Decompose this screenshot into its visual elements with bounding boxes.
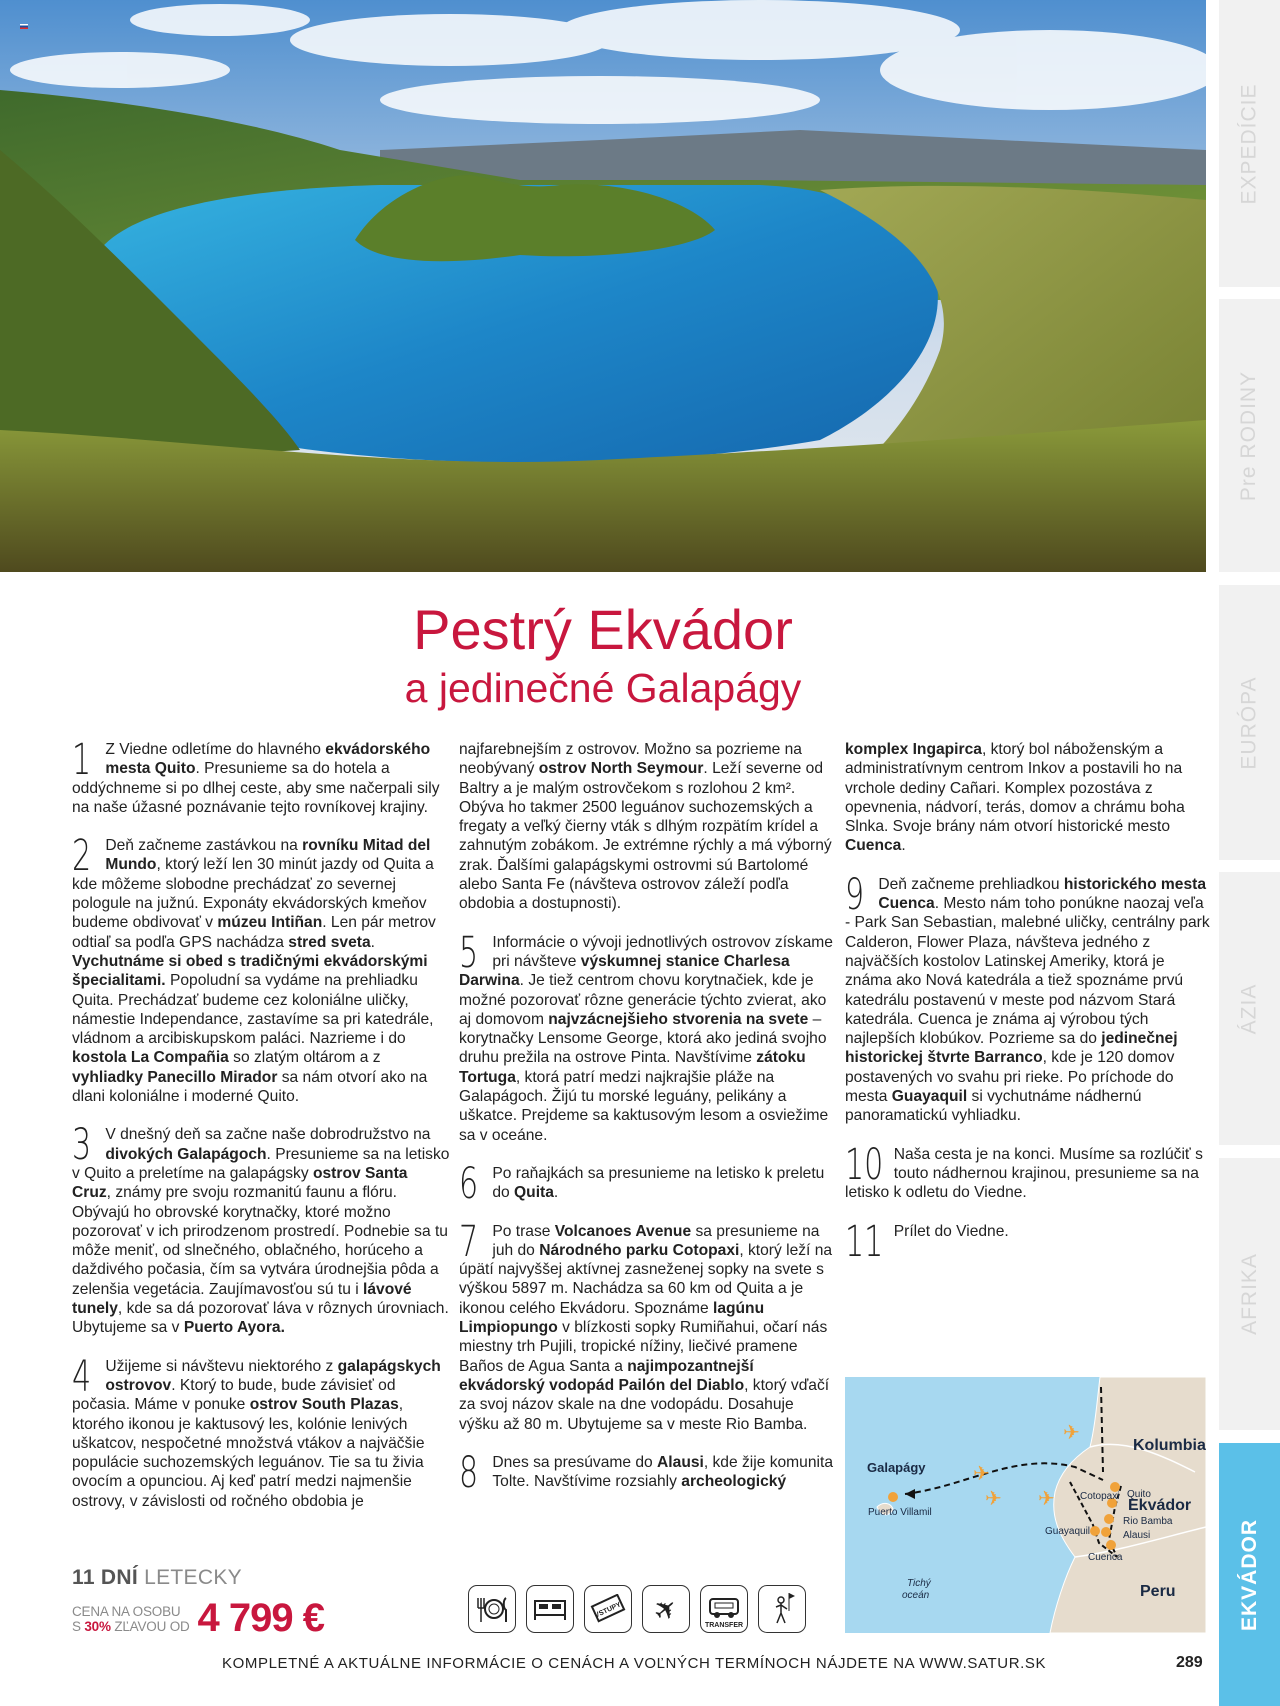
map-label-kolumbia: Kolumbia bbox=[1133, 1437, 1206, 1454]
hero-photo-crater-lake bbox=[0, 0, 1206, 572]
price-amount: 4 799 € bbox=[197, 1596, 325, 1640]
body-text: . Presunieme sa na letisko v Quito a preletíme na galapágsky bbox=[72, 1145, 450, 1182]
body-text: , ktorého ikonou je kaktusový les, kolónie lenivých uškatcov, nespočetné množstvá vtákov a najväčšie populácie suchozemských leguánov. Tie sa tu živia ovocím a opunciou. Aj keď patrí medzi najmenšie ostrovy, v závislosti od ročného obdobia je bbox=[72, 1396, 425, 1510]
body-text: , ktorý vďačí za svoj názov skale na dne vodopádu. Dosahuje výšku až 80 m. Ubytujeme sa v meste Rio Bamba. bbox=[459, 1376, 830, 1433]
day-number: 6 bbox=[459, 1158, 479, 1209]
highlight-text: múzeu Intiñan bbox=[217, 914, 323, 932]
body-text: Popoludní sa vydáme na prehliadku Quita. Prechádzať budeme cez koloniálne uličky, námestie Independance, zastavíme sa pri katedrále, vládnom a arcibiskupskom paláci. Nazrieme i do bbox=[72, 972, 434, 1048]
map-label-guayaquil: Guayaquil bbox=[1045, 1526, 1091, 1537]
itinerary-column-2 bbox=[459, 740, 837, 1510]
body-text: . Len pár metrov odtiaľ sa podľa GPS nachádza bbox=[72, 914, 436, 951]
discount-pre: S bbox=[72, 1618, 85, 1634]
per-person-label: CENA NA OSOBU bbox=[72, 1603, 181, 1619]
side-tab-label: AFRIKA bbox=[1237, 1253, 1261, 1335]
duration-transport: LETECKY bbox=[138, 1566, 242, 1589]
body-text: sa nám otvorí ako na dlani koloniálne i moderné Quito. bbox=[72, 1068, 428, 1106]
price-note bbox=[72, 1604, 190, 1634]
body-text: Informácie o vývoji jednotlivých ostrovov získame pri návšteve bbox=[492, 933, 833, 970]
highlight-text: galapágskych ostrovov bbox=[105, 1357, 441, 1394]
route-map bbox=[845, 1377, 1206, 1633]
day-number: 9 bbox=[845, 869, 865, 920]
tickets-icon bbox=[584, 1585, 632, 1633]
highlight-text: divokých Galapágoch bbox=[105, 1145, 267, 1163]
map-label-ocean-2: oceán bbox=[902, 1590, 930, 1601]
highlight-text: kostola La Compañia bbox=[72, 1049, 229, 1067]
map-label-puerto-villamil: Puerto Villamil bbox=[868, 1507, 932, 1518]
itinerary-column-1 bbox=[72, 735, 450, 1530]
highlight-text: stred sveta bbox=[288, 933, 371, 951]
highlight-text: Alausi bbox=[657, 1453, 704, 1471]
body-text: Deň začneme prehliadkou bbox=[878, 875, 1064, 893]
body-text: , ktorý leží na úpätí najvyššej aktívnej zasneženej sopky na svete s výškou 5897 m. Nachádza sa 60 km od Quita a je ikonou celého Ekvádoru. Spoznáme bbox=[459, 1241, 833, 1317]
highlight-text: Puerto Ayora. bbox=[183, 1319, 285, 1337]
day-number: 5 bbox=[459, 927, 479, 978]
discount-post: ZĽAVOU OD bbox=[110, 1618, 190, 1634]
highlight-text: lagúnu Limpiopungo bbox=[459, 1299, 765, 1337]
body-text: , ktorý bol náboženským a administratívnym centrom Inkov a postavili ho na vrchole dediny Cañari. Komplex pozostáva z opevnenia, nádvorí, terás, domov a chrámu boha Slnka. Svoje brány nám otvorí historické mesto bbox=[845, 741, 1185, 836]
day-number: 2 bbox=[72, 831, 92, 882]
highlight-text: vyhliadky Panecillo Mirador bbox=[72, 1068, 278, 1086]
itinerary-day-5 bbox=[459, 927, 837, 1145]
highlight-text: Vychutnáme si obed s tradičnými ekvádorskými špecialitami. bbox=[72, 952, 428, 990]
highlight-text: zátoku Tortuga bbox=[459, 1049, 806, 1086]
body-text: . Leží severne od Baltry a je malým ostrovčekom s rozlohou 2 km². Obýva ho takmer 2500 leguánov suchozemských a fregaty a veľký čierny vták s dlhým rozpätím krídel a zahnutým zobákom. Je extrémne rýchly a má výborný zrak. Ďalšími galapágskymi ostrovmi sú Bartolomé alebo Santa Fe (návšteva ostrovov záleží podľa obdobia a dostupnosti). bbox=[459, 760, 832, 913]
highlight-text: výskumnej stanice Charlesa Darwina bbox=[459, 952, 790, 990]
map-label-rio-bamba: Rio Bamba bbox=[1123, 1516, 1173, 1527]
body-text: , ktorý leží len 30 minút jazdy od Quita a kde môžeme slobodne prechádzať zo severnej pologule na južnú. Exponáty ekvádorských kmeňov budeme obdivovať v bbox=[72, 856, 434, 932]
map-label-ocean-1: Tichý bbox=[907, 1578, 931, 1589]
bus-icon bbox=[700, 1585, 748, 1633]
day-number: 7 bbox=[459, 1216, 479, 1267]
body-text: Dnes sa presúvame do bbox=[492, 1453, 658, 1471]
side-tab-ekvádor[interactable] bbox=[1219, 1443, 1280, 1706]
body-text: , kde je 120 domov postavených vo svahu pri rieke. Po príchode do mesta bbox=[845, 1049, 1175, 1106]
highlight-text: Národného parku Cotopaxi bbox=[539, 1241, 740, 1259]
guide-icon bbox=[758, 1585, 806, 1633]
map-label-peru: Peru bbox=[1140, 1583, 1176, 1600]
body-text: najfarebnejším z ostrovov. Možno sa pozrieme na neobývaný bbox=[459, 741, 802, 778]
body-text: si vychutnáme nádhernú panoramatickú vyhliadku. bbox=[845, 1088, 1142, 1125]
highlight-text: Guayaquil bbox=[891, 1088, 968, 1106]
side-tab-afrika[interactable] bbox=[1219, 1158, 1280, 1430]
body-text: Naša cesta je na konci. Musíme sa rozlúčiť s touto nádhernou krajinou, presunieme sa na letisko k odletu do Viedne. bbox=[845, 1145, 1203, 1202]
itinerary-day-8 bbox=[459, 1447, 837, 1498]
body-text: Deň začneme zastávkou na bbox=[105, 837, 303, 855]
body-text: V dnešný deň sa začne naše dobrodružstvo na bbox=[105, 1126, 431, 1144]
title-line-2: a jedinečné Galapágy bbox=[404, 665, 802, 711]
map-label-alausi: Alausi bbox=[1123, 1530, 1151, 1541]
body-text: v blízkosti sopky Rumiñahui, očarí nás miestny trh Pujili, tropické nížiny, liečivé pramene Baños de Agua Santa a bbox=[459, 1319, 828, 1375]
highlight-text: jedinečnej historickej štvrte Barranco bbox=[845, 1030, 1178, 1067]
highlight-text: najimpozantnejší ekvádorský vodopád Pailón del Diablo bbox=[459, 1357, 754, 1394]
highlight-text: ostrov Santa Cruz bbox=[72, 1164, 408, 1202]
day-number: 8 bbox=[459, 1447, 479, 1498]
itinerary-day-7 bbox=[459, 1216, 837, 1434]
highlight-text: ostrov South Plazas bbox=[249, 1396, 399, 1414]
side-tab-label: EKVÁDOR bbox=[1237, 1518, 1261, 1631]
body-text: Po raňajkách sa presunieme na letisko k preletu do bbox=[492, 1164, 825, 1202]
highlight-text: komplex Ingapirca bbox=[845, 741, 982, 758]
highlight-text: lávové tunely bbox=[72, 1280, 412, 1318]
body-text: Užijeme si návštevu niektorého z bbox=[105, 1357, 338, 1375]
side-tab-ázia[interactable] bbox=[1219, 872, 1280, 1145]
tickets-label: VSTUPY bbox=[593, 1601, 623, 1620]
body-text: sa presunieme na juh do bbox=[492, 1222, 820, 1259]
map-label-cuenca: Cuenca bbox=[1088, 1552, 1123, 1563]
itinerary-day-1 bbox=[72, 735, 450, 817]
body-text: . Ktorý to bude, bude závisieť od počasia. Máme v ponuke bbox=[72, 1376, 396, 1414]
day-number: 1 bbox=[72, 735, 92, 785]
map-label-cotopaxi: Cotopaxi bbox=[1080, 1491, 1120, 1502]
body-text: . Mesto nám toho ponúkne naozaj veľa - Park San Sebastian, malebné uličky, centrálny park Calderon, Flower Plaza, návšteva jedného z najväčších kostolov Latinskej Ameriky, ktorá je známa ako Nová katedrála a tiež spoznáme prvú katedrálu postavenú v meste pod názvom Stará katedrála. Cuenca je známa aj výrobou tých najlepších klobúkov. Pozrieme sa do bbox=[845, 895, 1210, 1048]
trip-duration bbox=[72, 1566, 324, 1590]
itinerary-day-continued bbox=[459, 740, 837, 914]
highlight-text: historického mesta Cuenca bbox=[878, 875, 1207, 913]
body-text: . Je tiež centrom chovu korytnačiek, kde je možné pozorovať rôzne generácie týchto zvierat, ako aj domovom bbox=[459, 972, 827, 1028]
itinerary-day-4 bbox=[72, 1351, 450, 1511]
side-tab-label: EXPEDÍCIE bbox=[1237, 82, 1261, 205]
body-text: . Presunieme sa do hotela a oddýchneme si po dlhej ceste, aby sme načerpali sily na naše úžasné poznávanie tejto rovníkovej krajiny. bbox=[72, 760, 440, 816]
body-text: . bbox=[901, 837, 906, 855]
svg-text:✈: ✈ bbox=[1063, 1422, 1080, 1444]
day-number: 3 bbox=[72, 1120, 92, 1171]
svg-text:✈: ✈ bbox=[973, 1463, 990, 1485]
side-tab-label: Pre RODINY bbox=[1237, 370, 1261, 501]
highlight-text: Cuenca bbox=[845, 837, 902, 855]
page-title bbox=[0, 598, 1206, 714]
meals-icon bbox=[468, 1585, 516, 1633]
day-number: 11 bbox=[845, 1216, 884, 1267]
highlight-text: ostrov North Seymour bbox=[538, 760, 704, 778]
highlight-text: Quita bbox=[514, 1184, 554, 1202]
duration-days: 11 DNÍ bbox=[72, 1566, 138, 1589]
day-number: 10 bbox=[845, 1139, 884, 1190]
side-tab-expedície[interactable] bbox=[1219, 0, 1280, 287]
highlight-text: archeologický bbox=[681, 1473, 787, 1491]
itinerary-day-9 bbox=[845, 869, 1210, 1126]
svg-text:✈: ✈ bbox=[985, 1488, 1002, 1510]
highlight-text: rovníku Mitad del Mundo bbox=[105, 837, 431, 874]
body-text: Z Viedne odletíme do hlavného bbox=[105, 741, 326, 758]
map-label-ekvador: Ekvádor bbox=[1128, 1497, 1192, 1514]
map-label-quito: Quito bbox=[1127, 1489, 1151, 1500]
side-tab-pre-rodiny[interactable] bbox=[1219, 299, 1280, 572]
highlight-text: ekvádorského mesta Quito bbox=[105, 741, 431, 778]
page-number: 289 bbox=[1176, 1654, 1203, 1671]
body-text: , kde žije komunita Tolte. Navštívime rozsiahly bbox=[492, 1453, 833, 1491]
side-tab-európa[interactable] bbox=[1219, 585, 1280, 860]
side-tab-label: EURÓPA bbox=[1237, 675, 1261, 770]
flight-icon: ✈ bbox=[642, 1585, 690, 1633]
title-line-1: Pestrý Ekvádor bbox=[413, 598, 793, 661]
body-text: , kde sa dá pozorovať láva v rôznych úrovniach. Ubytujeme sa v bbox=[72, 1300, 449, 1337]
side-tab-label: ÁZIA bbox=[1237, 983, 1261, 1034]
itinerary-day-6 bbox=[459, 1158, 837, 1209]
body-text: – korytnačky Lensome George, ktorá ako jediná svojho druhu prežila na ostrove Pinta. Navštívime bbox=[459, 1010, 827, 1067]
body-text: . bbox=[370, 933, 375, 951]
discount-percent: 30% bbox=[84, 1618, 111, 1634]
footer-info: KOMPLETNÉ A AKTUÁLNE INFORMÁCIE O CENÁCH A VOĽNÝCH TERMÍNOCH NÁJDETE NA WWW.SATUR.SK bbox=[222, 1655, 1047, 1672]
body-text: Prílet do Viedne. bbox=[893, 1222, 1009, 1240]
amenity-icons bbox=[468, 1585, 806, 1633]
map-label-galapagy: Galapágy bbox=[867, 1460, 926, 1475]
bed-icon bbox=[526, 1585, 574, 1633]
itinerary-day-continued bbox=[845, 740, 1210, 856]
itinerary-column-3 bbox=[845, 740, 1210, 1267]
body-text: , známy pre svoju rozmanitú faunu a flóru. Obývajú ho obrovské korytnačky, ktoré možno pozorovať v ich prirodzenom prostredí. Podnebie sa tu môže meniť, od slnečného, oblačného, horúceho a daždivého počasia, čím sa vytvára úrodnejšia pôda a zelenšia vegetácia. Zaujímavosťou sú tu i bbox=[72, 1184, 448, 1298]
transfer-label: TRANSFER bbox=[704, 1622, 744, 1629]
itinerary-day-10 bbox=[845, 1139, 1210, 1203]
itinerary-day-11 bbox=[845, 1216, 1210, 1267]
body-text: Po trase bbox=[492, 1222, 555, 1240]
svg-text:✈: ✈ bbox=[1038, 1488, 1055, 1510]
price-block bbox=[72, 1566, 324, 1641]
day-number: 4 bbox=[72, 1351, 92, 1402]
body-text: so zlatým oltárom a z bbox=[228, 1049, 381, 1067]
itinerary-day-2 bbox=[72, 831, 450, 1106]
highlight-text: najvzácnejšieho stvorenia na svete bbox=[548, 1010, 809, 1028]
flag-icon bbox=[20, 24, 28, 29]
itinerary-day-3 bbox=[72, 1120, 450, 1337]
body-text: . bbox=[553, 1184, 559, 1202]
body-text: , ktorá patrí medzi najkrajšie pláže na Galapágoch. Žijú tu morské leguány, pelikány a uškatce. Prejdeme sa kaktusovým lesom a osviežime sa v oceáne. bbox=[459, 1068, 829, 1144]
highlight-text: Volcanoes Avenue bbox=[554, 1222, 692, 1240]
